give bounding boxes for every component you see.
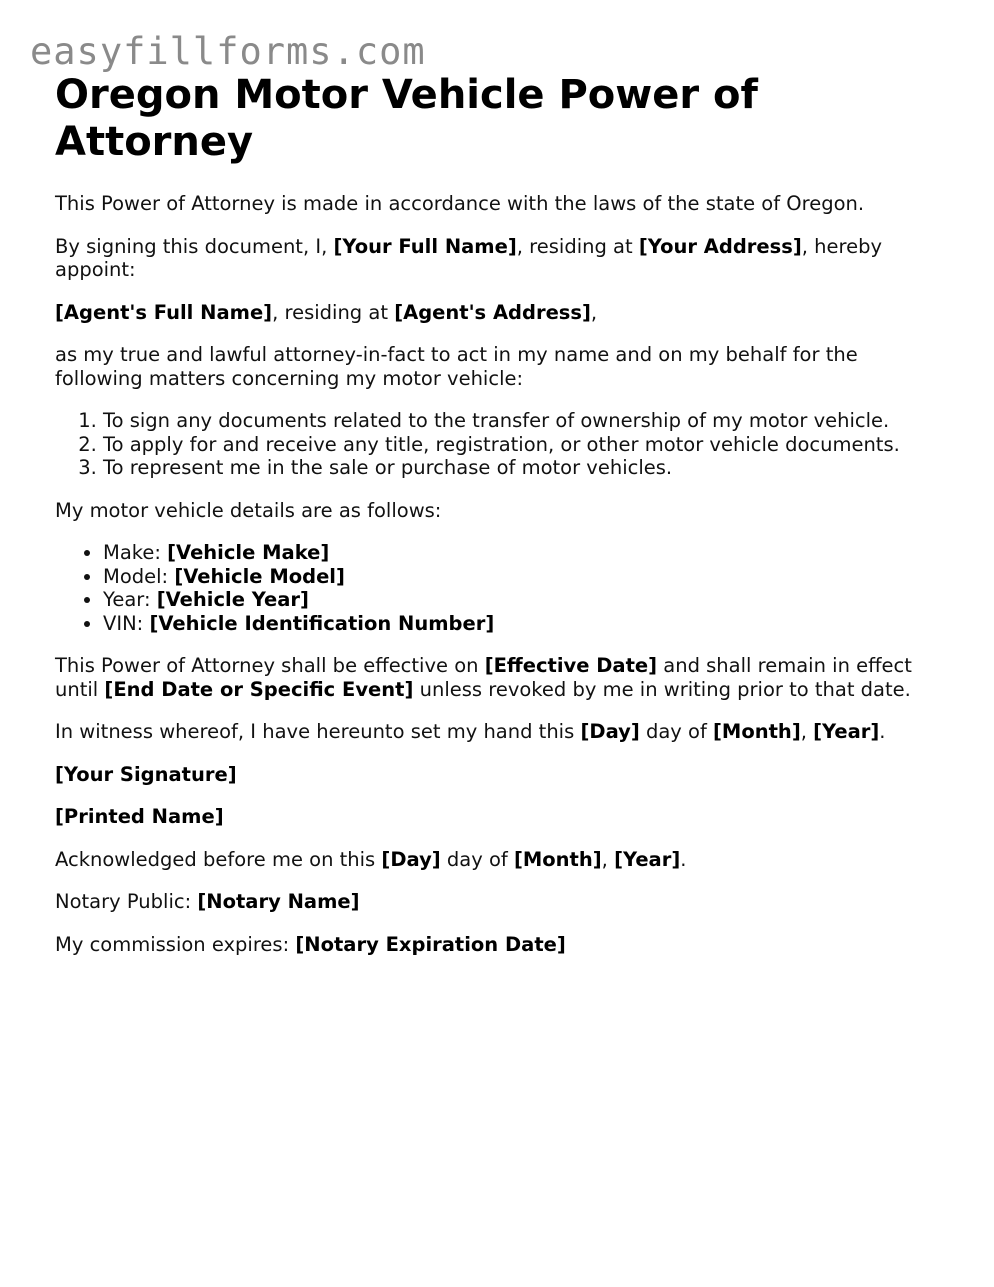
printed-name-field: [Printed Name] [55,805,224,828]
acknowledged-suffix: . [680,847,687,871]
witness-month-field: [Month] [713,720,801,743]
signature-field: [Your Signature] [55,762,237,786]
vehicle-year-field: [Vehicle Year] [156,588,309,611]
vehicle-model-field: [Vehicle Model] [174,564,345,588]
vehicle-vin-label: VIN: [103,611,150,635]
acknowledged-month-field: [Month] [513,847,602,871]
vehicle-make-label: Make: [103,541,168,564]
vehicle-model-item [103,565,935,589]
vehicle-year-label: Year: [103,588,157,611]
vehicle-details-list [55,541,935,635]
acknowledged-day-field: [Day] [381,847,441,871]
vehicle-vin-field: [Vehicle Identification Number] [149,611,495,635]
witness-year-field: [Year] [813,720,880,743]
agent-paragraph [55,301,935,325]
effective-date-field: [Effective Date] [484,654,658,677]
intro-paragraph: This Power of Attorney is made in accordance with the laws of the state of Oregon. [55,192,865,215]
power-item: 1. To sign any documents related to the transfer of ownership of my motor vehicle. [103,409,935,433]
acknowledged-comma: , [601,847,615,871]
powers-list [55,409,935,480]
witness-day-field: [Day] [580,720,640,743]
vehicle-vin-item [103,612,935,636]
witness-prefix: In witness whereof, I have hereunto set my hand this [55,720,581,743]
acknowledged-year-field: [Year] [614,847,681,871]
signature-line [55,763,935,787]
appointment-suffix: , hereby appoint: [55,234,883,281]
document-body [55,72,935,975]
appointment-residing: , residing at [516,234,639,258]
commission-label: My commission expires: [55,932,296,956]
witness-day-of: day of [639,720,714,743]
printed-name-line [55,805,935,829]
agent-address-field: [Agent's Address] [394,300,591,324]
appointment-prefix: By signing this document, I, [55,234,334,258]
witness-comma: , [800,720,814,743]
commission-line [55,933,935,957]
authority-paragraph: as my true and lawful attorney-in-fact to act in my name and on my behalf for the following matters concerning my motor vehicle: [55,343,858,390]
vehicle-make-item [103,541,935,565]
notary-label: Notary Public: [55,890,198,913]
effective-suffix: unless revoked by me in writing prior to that date. [413,677,911,701]
vehicle-year-item [103,588,935,612]
acknowledged-day-of: day of [440,847,514,871]
agent-full-name-field: [Agent's Full Name] [55,300,273,324]
end-date-field: [End Date or Specific Event] [104,677,414,701]
acknowledged-prefix: Acknowledged before me on this [55,847,382,871]
power-item: 2. To apply for and receive any title, registration, or other motor vehicle documents. [103,433,935,457]
your-full-name-field: [Your Full Name] [333,234,517,258]
power-item: 3. To represent me in the sale or purchase of motor vehicles. [103,456,935,480]
agent-suffix: , [590,300,598,324]
vehicle-model-label: Model: [103,564,175,588]
witness-suffix: . [879,720,886,743]
notary-expiration-date-field: [Notary Expiration Date] [295,932,566,956]
effective-prefix: This Power of Attorney shall be effective on [55,654,485,677]
notary-line [55,890,935,914]
appointment-paragraph [55,235,935,282]
vehicle-make-field: [Vehicle Make] [167,541,330,564]
acknowledged-paragraph [55,848,935,872]
agent-residing: , residing at [272,300,395,324]
notary-name-field: [Notary Name] [197,890,360,913]
document-title: Oregon Motor Vehicle Power of Attorney [55,72,758,165]
your-address-field: [Your Address] [638,234,802,258]
vehicle-intro: My motor vehicle details are as follows: [55,498,442,522]
witness-paragraph [55,720,935,744]
effective-middle: and shall remain in effect until [55,654,912,701]
watermark: easyfillforms.com [30,30,426,73]
effective-paragraph [55,654,935,701]
